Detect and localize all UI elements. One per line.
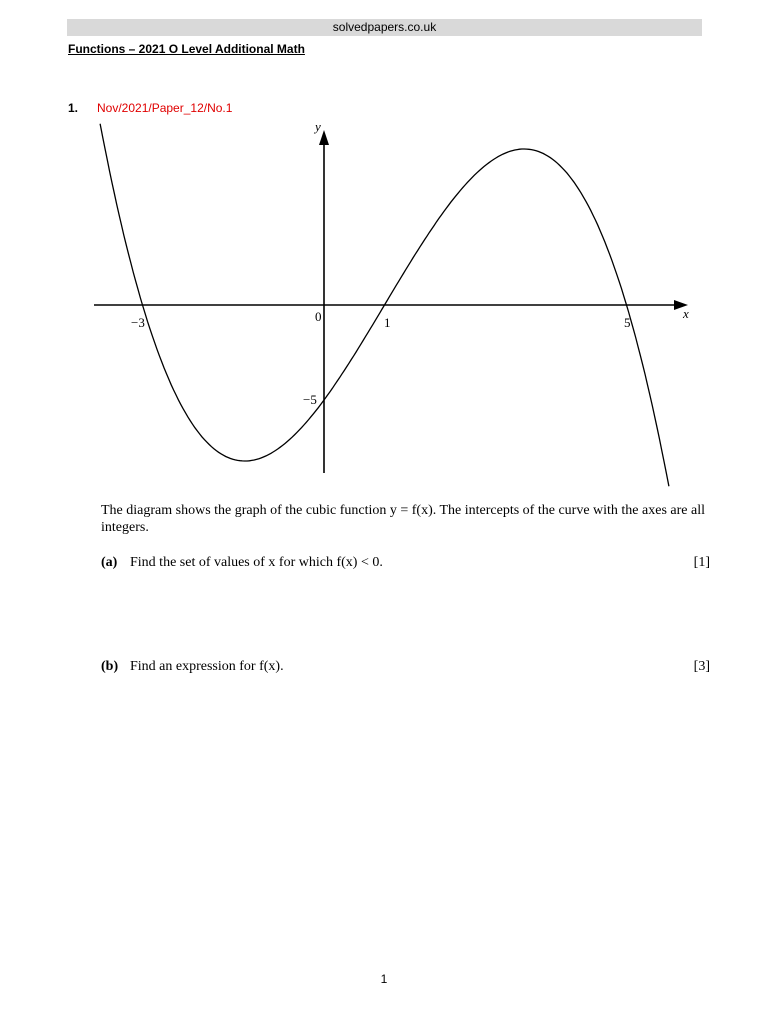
document-title: Functions – 2021 O Level Additional Math: [68, 42, 305, 56]
x-tick-label-neg3: −3: [131, 315, 145, 330]
part-a-text: Find the set of values of x for which f(x) < 0.: [130, 555, 383, 570]
question-intro: The diagram shows the graph of the cubic function y = f(x). The intercepts of the curve with the axes are all integers.: [101, 503, 705, 535]
question-part-b: [101, 658, 713, 675]
site-name: solvedpapers.co.uk: [332, 20, 437, 34]
question-part-a: [101, 554, 713, 571]
x-tick-label-1: 1: [384, 315, 391, 330]
question-reference: Nov/2021/Paper_12/No.1: [97, 101, 233, 115]
x-axis-label: x: [683, 306, 689, 321]
part-b-marks: [3]: [693, 659, 710, 674]
y-axis-label: y: [315, 119, 321, 134]
y-tick-label-neg5: −5: [303, 392, 317, 407]
origin-label: 0: [315, 309, 322, 324]
part-a-marks: [1]: [693, 555, 710, 570]
x-tick-label-5: 5: [624, 315, 631, 330]
page-number: 1: [380, 972, 388, 986]
cubic-graph: [0, 0, 768, 490]
part-b-text: Find an expression for f(x).: [130, 659, 284, 674]
part-a-label: (a): [101, 555, 118, 570]
part-b-label: (b): [101, 659, 119, 674]
question-number: 1.: [68, 101, 79, 115]
